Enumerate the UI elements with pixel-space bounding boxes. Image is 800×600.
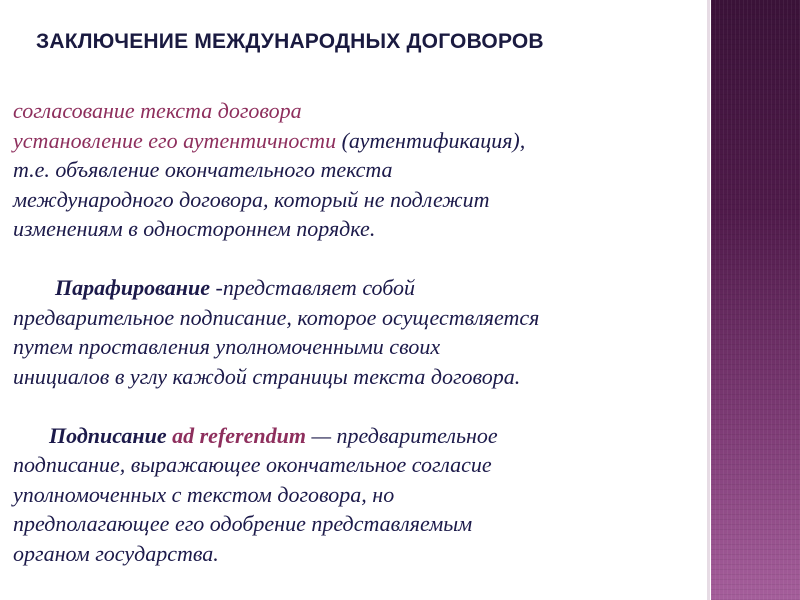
- ad-referendum-text-line: предполагающее его одобрение представляемым: [13, 511, 473, 536]
- initialing-text-line: предварительное подписание, которое осуществляется: [13, 304, 540, 330]
- initialing-first-line: [13, 273, 713, 303]
- ad-referendum-text-line: уполномоченных с текстом договора, но: [13, 481, 395, 507]
- initialing-term: Парафирование: [55, 275, 210, 300]
- stage-agreement-line: согласование текста договора: [13, 98, 302, 123]
- stages-block: [13, 96, 713, 244]
- slide-title: ЗАКЛЮЧЕНИЕ МЕЖДУНАРОДНЫХ ДОГОВОРОВ: [36, 30, 544, 53]
- slide-body: [13, 96, 713, 568]
- stage-authentication-line: [13, 126, 713, 156]
- authentication-term: установление его аутентичности: [13, 127, 337, 153]
- stages-text-line: изменениям в одностороннем порядке.: [13, 216, 376, 241]
- initialing-block: [13, 273, 713, 391]
- initialing-definition-start: -представляет собой: [210, 275, 416, 300]
- stages-text-line: международного договора, который не подлежит: [13, 186, 490, 212]
- paragraph-gap: [13, 244, 713, 274]
- signing-term: Подписание: [49, 422, 167, 448]
- stages-text-line: т.е. объявление окончательного текста: [13, 157, 393, 182]
- side-panel-texture: [711, 0, 800, 600]
- ad-referendum-text-line: подписание, выражающее окончательное согласие: [13, 452, 492, 477]
- ad-referendum-first-line: [13, 421, 713, 451]
- ad-referendum-text-line: органом государства.: [13, 540, 219, 566]
- ad-referendum-term: ad referendum: [172, 422, 306, 448]
- initialing-text-line: инициалов в углу каждой страницы текста договора.: [13, 363, 521, 389]
- initialing-text-line: путем проставления уполномоченными своих: [13, 334, 441, 359]
- decorative-side-panel: [711, 0, 800, 600]
- paragraph-gap: [13, 391, 713, 421]
- ad-referendum-block: [13, 421, 713, 569]
- authentication-note: (аутентификация),: [336, 127, 526, 153]
- ad-referendum-definition-start: — предварительное: [305, 422, 498, 448]
